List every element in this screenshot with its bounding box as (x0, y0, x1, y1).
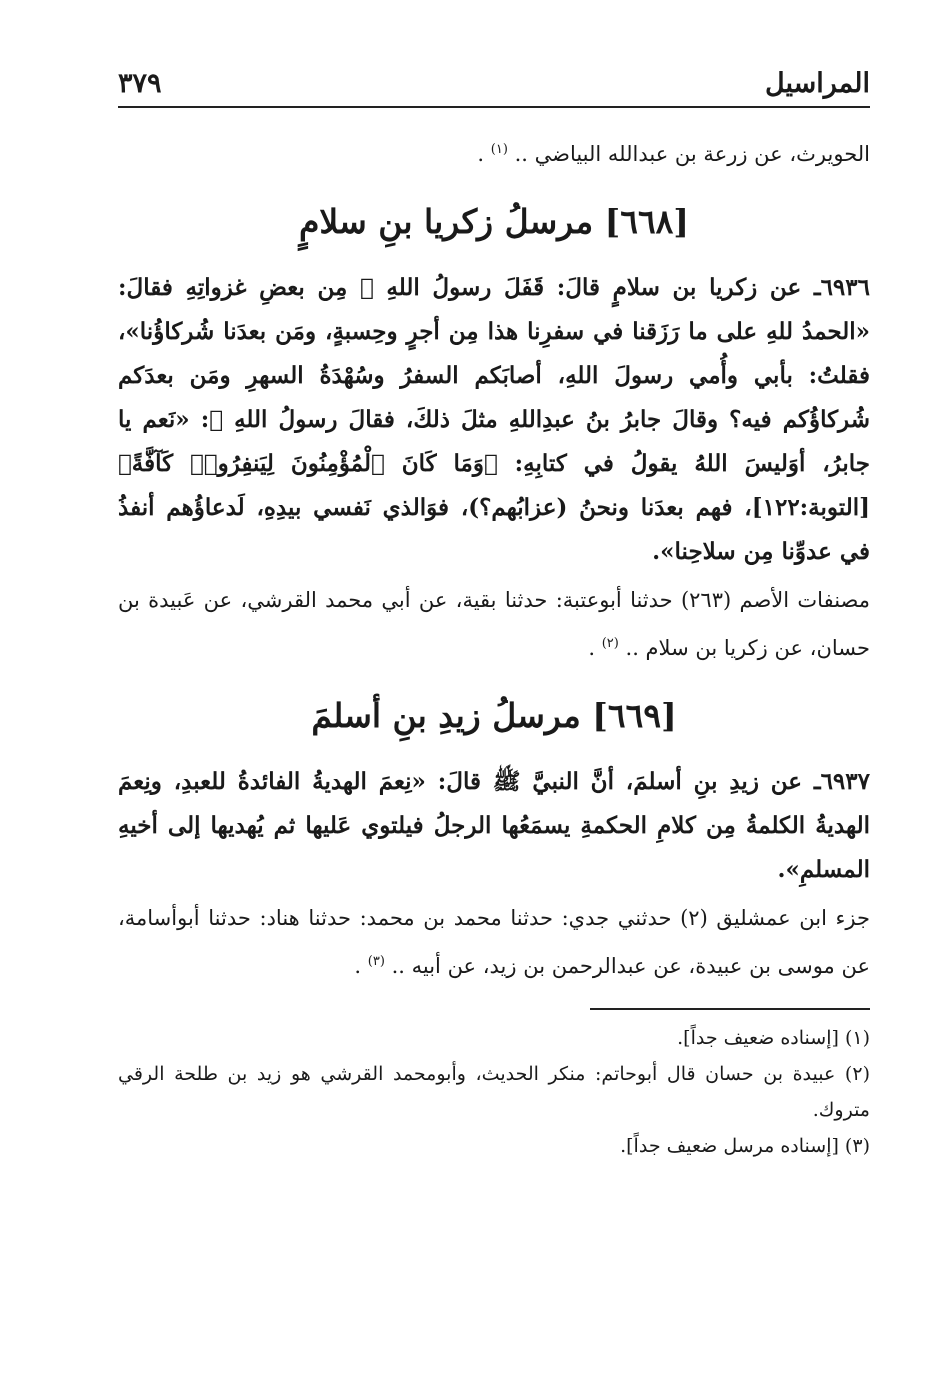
footnote-marker-3: (٣) (367, 954, 385, 969)
footnotes (118, 1020, 870, 1164)
source-end-669: . (354, 954, 362, 978)
source-paragraph-668 (118, 578, 870, 670)
footnote-2: (٢) عبيدة بن حسان قال أبوحاتم: منكر الحديث، وأبومحمد القرشي هو زيد بن طلحة الرقي متروك. (118, 1063, 870, 1121)
source-end-668: . (588, 636, 595, 660)
continuation-text: الحويرث، عن زرعة بن عبدالله البياضي .. (514, 142, 870, 166)
hadith-6936: ٦٩٣٦ـ عن زكريا بن سلامٍ قالَ: قَفَلَ رسولُ اللهِ ﷺ مِن بعضِ غزواتِهِ فقالَ: «الحمدُ للهِ على ما رَزَقنا في سفرِنا هذا مِن أجرٍ وحِسبةٍ، ومَن بعدَنا شُركاؤُنا»، فقلتُ: بأبي وأُمي رسولَ اللهِ، أصابَكم السفرُ وسُهْدَةُ السهرِ ومَن بعدَكم شُركاؤُكم فيه؟ وقالَ جابرُ بنُ عبدِاللهِ مثلَ ذلكَ، فقالَ رسولُ اللهِ ﷺ: «نَعم يا جابرُ، أوَليسَ اللهُ يقولُ في كتابِهِ: ﴿وَمَا كَانَ ٱلْمُؤْمِنُونَ لِيَنفِرُوا۟ كَآفَّةً﴾ [التوبة:١٢٢]، فهم بعدَنا ونحنُ (عزابُهم؟)، فوَالذي نَفسي بيدِهِ، لَدعاؤُهم أنفذُ في عدوِّنا مِن سلاحِنا». (118, 274, 870, 565)
source-text-669: جزء ابن عمشليق (٢) حدثني جدي: حدثنا محمد بن محمد: حدثنا هناد: حدثنا أبوأسامة، عن موسى بن عبيدة، عن عبدالرحمن بن زيد، عن أبيه .. (118, 906, 870, 978)
footnote-separator (590, 1008, 870, 1010)
running-title: المراسيل (765, 68, 870, 99)
continuation-end: . (477, 142, 485, 166)
page-number: ٣٧٩ (118, 68, 162, 99)
page-body (118, 128, 870, 1164)
source-text-668: مصنفات الأصم (٢٦٣) حدثنا أبوعتبة: حدثنا بقية، عن أبي محمد القرشي، عن عَبيدة بن حسان، عن زكريا بن سلام .. (118, 588, 871, 660)
footnote-1: (١) [إسناده ضعيف جداً]. (677, 1027, 870, 1049)
footnote-3: (٣) [إسناده مرسل ضعيف جداً]. (620, 1135, 870, 1157)
section-heading-668: [٦٦٨] مرسلُ زكريا بنِ سلامٍ (298, 202, 690, 241)
footnote-marker-2: (٢) (601, 636, 619, 651)
footnote-marker-1: (١) (490, 142, 508, 157)
page-header (118, 66, 870, 108)
source-paragraph-669 (118, 896, 870, 988)
hadith-6937: ٦٩٣٧ـ عن زيدِ بنِ أسلمَ، أنَّ النبيَّ ﷺ قالَ: «نِعمَ الهديةُ الفائدةُ للعبدِ، ونِعمَ الهديةُ الكلمةُ مِن كلامِ الحكمةِ يسمَعُها الرجلُ فيلتوي عَليها ثم يُهديها إلى أخيهِ المسلمِ». (118, 768, 870, 883)
continuation-paragraph (118, 128, 870, 176)
section-heading-669: [٦٦٩] مرسلُ زيدِ بنِ أسلمَ (311, 696, 677, 735)
